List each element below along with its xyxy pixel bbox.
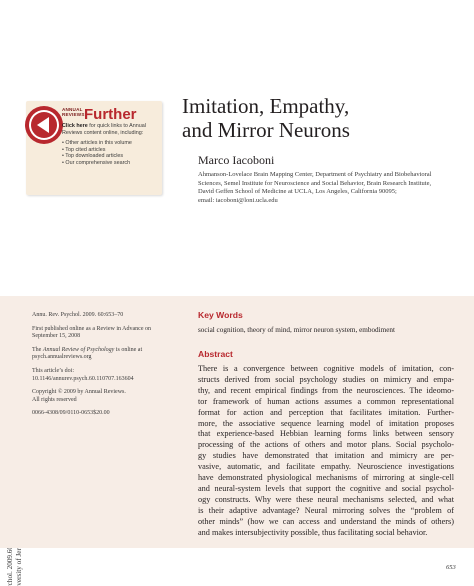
abstract-line: tor framework of human actions assumes a common representational [198, 396, 454, 406]
abstract-line: is their adaptive advantage? Neural mirroring solves the “problem of [198, 505, 454, 515]
journal-online: The Annual Review of Psychology is online at psych.annualreviews.org [32, 347, 172, 362]
key-words: social cognition, theory of mind, mirror neuron system, embodiment [198, 326, 396, 334]
citation: Annu. Rev. Psychol. 2009. 60:653–70 [32, 312, 124, 318]
author-name: Marco Iacoboni [198, 153, 275, 167]
abstract-line: thy, and recent empirical findings from the neurosciences. The ideomo- [198, 385, 454, 395]
link-top-cited[interactable]: • Top cited articles [62, 146, 106, 153]
abstract-line: and makes intersubjectivity possible, thus facilitating social behavior. [198, 527, 428, 537]
abstract-line: and neural-system levels that support the cognitive and social psychol- [198, 483, 454, 493]
link-top-downloaded[interactable]: • Top downloaded articles [62, 153, 124, 160]
page-number: 653 [446, 564, 456, 571]
journal-url[interactable]: psych.annualreviews.org [32, 354, 92, 361]
abstract-line: that experience-based Hebbian learning forms links between sensory [198, 429, 454, 439]
annual-reviews-label: ANNUAL REVIEWS [62, 107, 85, 117]
further-links-list: Click here for quick links to Annual Reviews content online, including: • Other articles in this volume • Top cited articles • Top downloaded articles • Our comprehensive search [62, 123, 160, 167]
abstract-line: gy studies have demonstrated that imitation and mimicry are per- [198, 451, 454, 461]
doi[interactable]: 10.1146/annurev.psych.60.110707.163604 [32, 375, 134, 382]
further-heading: Further [84, 106, 137, 123]
click-here-link[interactable]: Click here [62, 123, 88, 129]
author-email: email: iacoboni@loni.ucla.edu [198, 196, 278, 204]
abstract-line: format for action and perception that facilitates imitation. Further- [198, 407, 454, 417]
abstract-text [198, 364, 454, 539]
abstract-line: ogy constructs. Why were these neural mechanisms selected, and what [198, 494, 454, 504]
abstract-heading: Abstract [198, 349, 233, 359]
first-published: First published online as a Review in Advance on September 15, 2008 [32, 325, 151, 340]
issn: 0066-4308/09/0110-0653$20.00 [32, 410, 110, 417]
abstract-line: other minds” (how we can access and understand the minds of others) [198, 516, 454, 526]
link-search[interactable]: • Our comprehensive search [62, 159, 131, 166]
article-metadata [32, 312, 172, 424]
link-other-articles[interactable]: • Other articles in this volume [62, 140, 132, 147]
copyright: Copyright © 2009 by Annual Reviews. All rights reserved [32, 389, 126, 403]
further-arrow-icon[interactable] [22, 103, 66, 147]
article-title: Imitation, Empathy, and Mirror Neurons [182, 94, 350, 142]
abstract-line: processing of the actions of others and motor plans. Social psycholo- [198, 440, 454, 450]
further-links-box[interactable] [26, 101, 162, 195]
abstract-line: vasive, automatic, and facilitate empathy. Neuroscience investigations [198, 462, 454, 472]
abstract-line: structs derived from social psychology studies on mimicry and empa- [198, 374, 454, 384]
abstract-line: There is a convergence between cognitive models of imitation, con- [198, 364, 454, 373]
abstract-line: have demonstrated physiological mechanisms of mirroring at single-cell [198, 473, 454, 483]
abstract-line: more, the associative sequence learning model of imitation proposes [198, 418, 454, 428]
key-words-heading: Key Words [198, 310, 243, 320]
doi-block: This article’s doi: 10.1146/annurev.psych.60.110707.163604 [32, 368, 172, 383]
author-affiliation: Ahmanson-Lovelace Brain Mapping Center, Department of Psychiatry and Biobehavioral Sciences, Semel Institute for Neuroscience and Social Behavior, Brain Research Institute, David Geffen School of Medicine at UCLA, Los Angeles, California 90095; email: iacoboni@loni.ucla.edu [198, 171, 468, 205]
